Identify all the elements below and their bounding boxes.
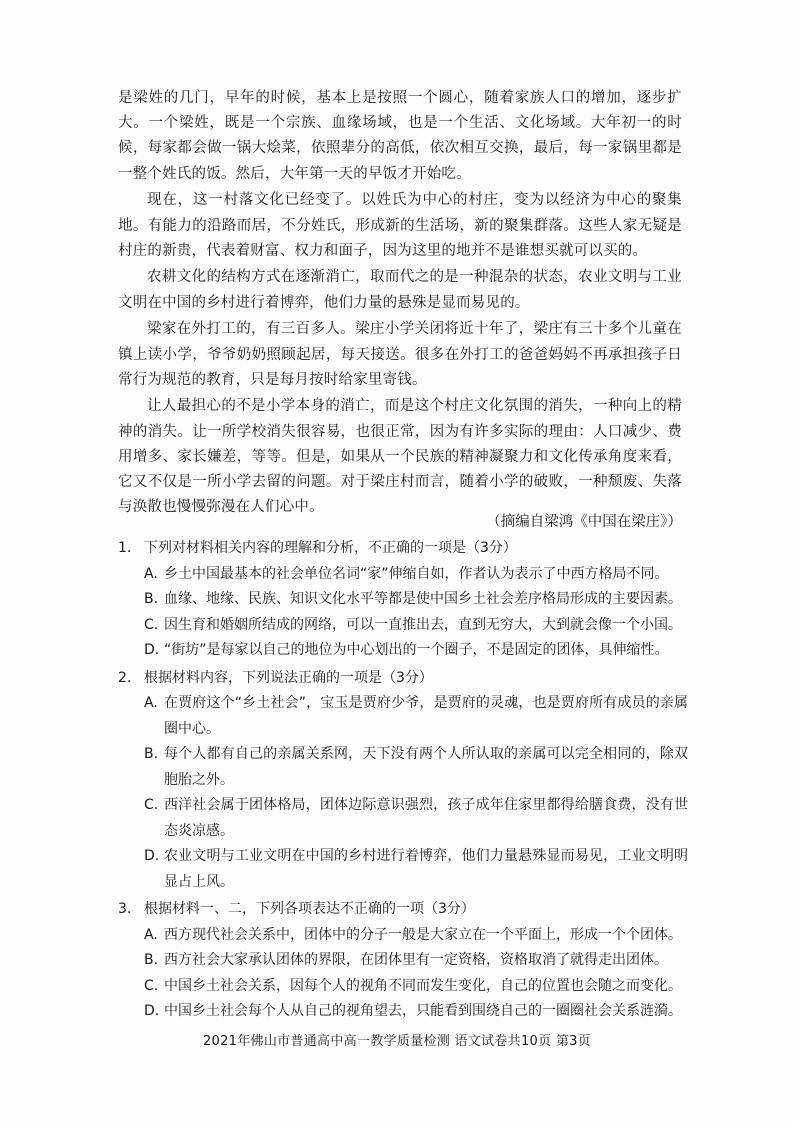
option-letter: D. — [144, 642, 160, 658]
option-text: 中国乡土社会每个人从自己的视角望去，只能看到围绕自己的一圈圈社会关系涟漪。 — [164, 1003, 682, 1019]
option-text: 在贾府这个“乡土社会”，宝玉是贾府少爷，是贾府的灵魂，也是贾府所有成员的亲属圈中心。 — [164, 695, 688, 737]
passage-paragraph: 是梁姓的几门，早年的时候，基本上是按照一个圆心，随着家族人口的增加，逐步扩大。一个梁姓，既是一个宗族、血缘场域，也是一个生活、文化场域。大年初一的时候，每家都会做一锅大烩菜，依照辈分的高低，依次相互交换，最后，每一家锅里都是一整个姓氏的饭。然后，大年第一天的早饭才开始吃。 — [118, 90, 682, 182]
question-3 — [118, 897, 688, 1025]
passage-paragraph: 农耕文化的结构方式在逐渐消亡，取而代之的是一种混杂的状态，农业文明与工业文明在中国的乡村进行着博弈，他们力量的悬殊是显而易见的。 — [118, 269, 682, 311]
option-b — [144, 742, 688, 793]
option-c — [144, 793, 688, 844]
option-letter: A. — [144, 926, 158, 943]
option-text: 西方社会大家承认团体的界限，在团体里有一定资格，资格取消了就得走出团体。 — [164, 952, 668, 968]
option-letter: C. — [144, 977, 159, 994]
option-text: 农业文明与工业文明在中国的乡村进行着博弈，他们力量悬殊显而易见，工业文明明显占上风。 — [164, 848, 688, 890]
option-letter: C. — [144, 797, 159, 813]
option-text: 乡土中国最基本的社会单位名词“家”伸缩自如，作者认为表示了中西方格局不同。 — [164, 565, 669, 582]
option-letter: D. — [144, 1003, 160, 1019]
question-2 — [118, 666, 688, 896]
reading-passage — [118, 86, 682, 522]
option-a — [144, 562, 688, 588]
question-list — [118, 536, 688, 1027]
option-d — [144, 638, 688, 664]
option-text: 因生育和婚姻所结成的网络，可以一直推出去，直到无穷大，大到就会像一个小国。 — [164, 616, 682, 633]
option-text: 每个人都有自己的亲属关系网，天下没有两个人所认取的亲属可以完全相同的，除双胞胎之外。 — [164, 746, 688, 788]
option-b — [144, 587, 688, 613]
question-stem: 根据材料一、二，下列各项表达不正确的一项（3分） — [144, 901, 475, 917]
option-text: 中国乡土社会关系，因每个人的视角不同而发生变化，自己的位置也会随之而变化。 — [164, 977, 682, 994]
passage-source: （摘编自梁鸿《中国在梁庄》） — [486, 514, 682, 530]
passage-paragraph: 现在，这一村落文化已经变了。以姓氏为中心的村庄，变为以经济为中心的聚集地。有能力的沿路而居，不分姓氏，形成新的生活场，新的聚集群落。这些人家无疑是村庄的新贵，代表着财富、权力和面子，因为这里的地并不是谁想买就可以买的。 — [118, 192, 682, 259]
option-letter: B. — [144, 952, 159, 968]
question-number: 3. — [118, 901, 132, 917]
option-text: 西方现代社会关系中，团体中的分子一般是大家立在一个平面上，形成一个个团体。 — [164, 926, 682, 943]
question-stem: 下列对材料相关内容的理解和分析，不正确的一项是（3分） — [144, 540, 517, 556]
passage-paragraph: 梁家在外打工的，有三百多人。梁庄小学关闭将近十年了，梁庄有三十多个儿童在镇上读小学，爷爷奶奶照顾起居，每天接送。很多在外打工的爸爸妈妈不再承担孩子日常行为规范的教育，只是每月按时给家里寄钱。 — [118, 321, 682, 388]
passage-paragraph: 让人最担心的不是小学本身的消亡，而是这个村庄文化氛围的消失，一种向上的精神的消失。让一所学校消失很容易，也很正常，因为有许多实际的理由：人口减少、费用增多、家长嫌差，等等。但是，如果从一个民族的精神凝聚力和文化传承角度来看，它又不仅是一所小学去留的问题。对于梁庄村而言，随着小学的破败，一种颓废、失落与涣散也慢慢弥漫在人们心中。 — [118, 398, 682, 516]
option-text: “街坊”是每家以自己的地位为中心划出的一个圈子，不是固定的团体，具伸缩性。 — [164, 642, 669, 658]
option-text: 血缘、地缘、民族、知识文化水平等都是使中国乡土社会差序格局形成的主要因素。 — [164, 591, 682, 607]
option-a — [144, 691, 688, 742]
option-c — [144, 974, 688, 1000]
option-letter: C. — [144, 616, 159, 633]
option-d — [144, 844, 688, 895]
option-letter: A. — [144, 565, 158, 582]
question-number: 2. — [118, 669, 132, 686]
question-number: 1. — [118, 540, 132, 556]
option-letter: D. — [144, 848, 160, 864]
option-a — [144, 923, 688, 949]
option-letter: B. — [144, 746, 159, 762]
option-c — [144, 613, 688, 639]
question-1 — [118, 536, 688, 664]
option-d — [144, 999, 688, 1025]
option-letter: A. — [144, 695, 158, 711]
option-letter: B. — [144, 591, 159, 607]
option-text: 西洋社会属于团体格局，团体边际意识强烈，孩子成年住家里都得给膳食费，没有世态炎凉感。 — [164, 797, 688, 839]
option-b — [144, 948, 688, 974]
question-stem: 根据材料内容，下列说法正确的一项是（3分） — [144, 669, 433, 686]
page-footer: 2021年佛山市普通高中高一教学质量检测 语文试卷共10页 第3页 — [202, 1034, 592, 1049]
